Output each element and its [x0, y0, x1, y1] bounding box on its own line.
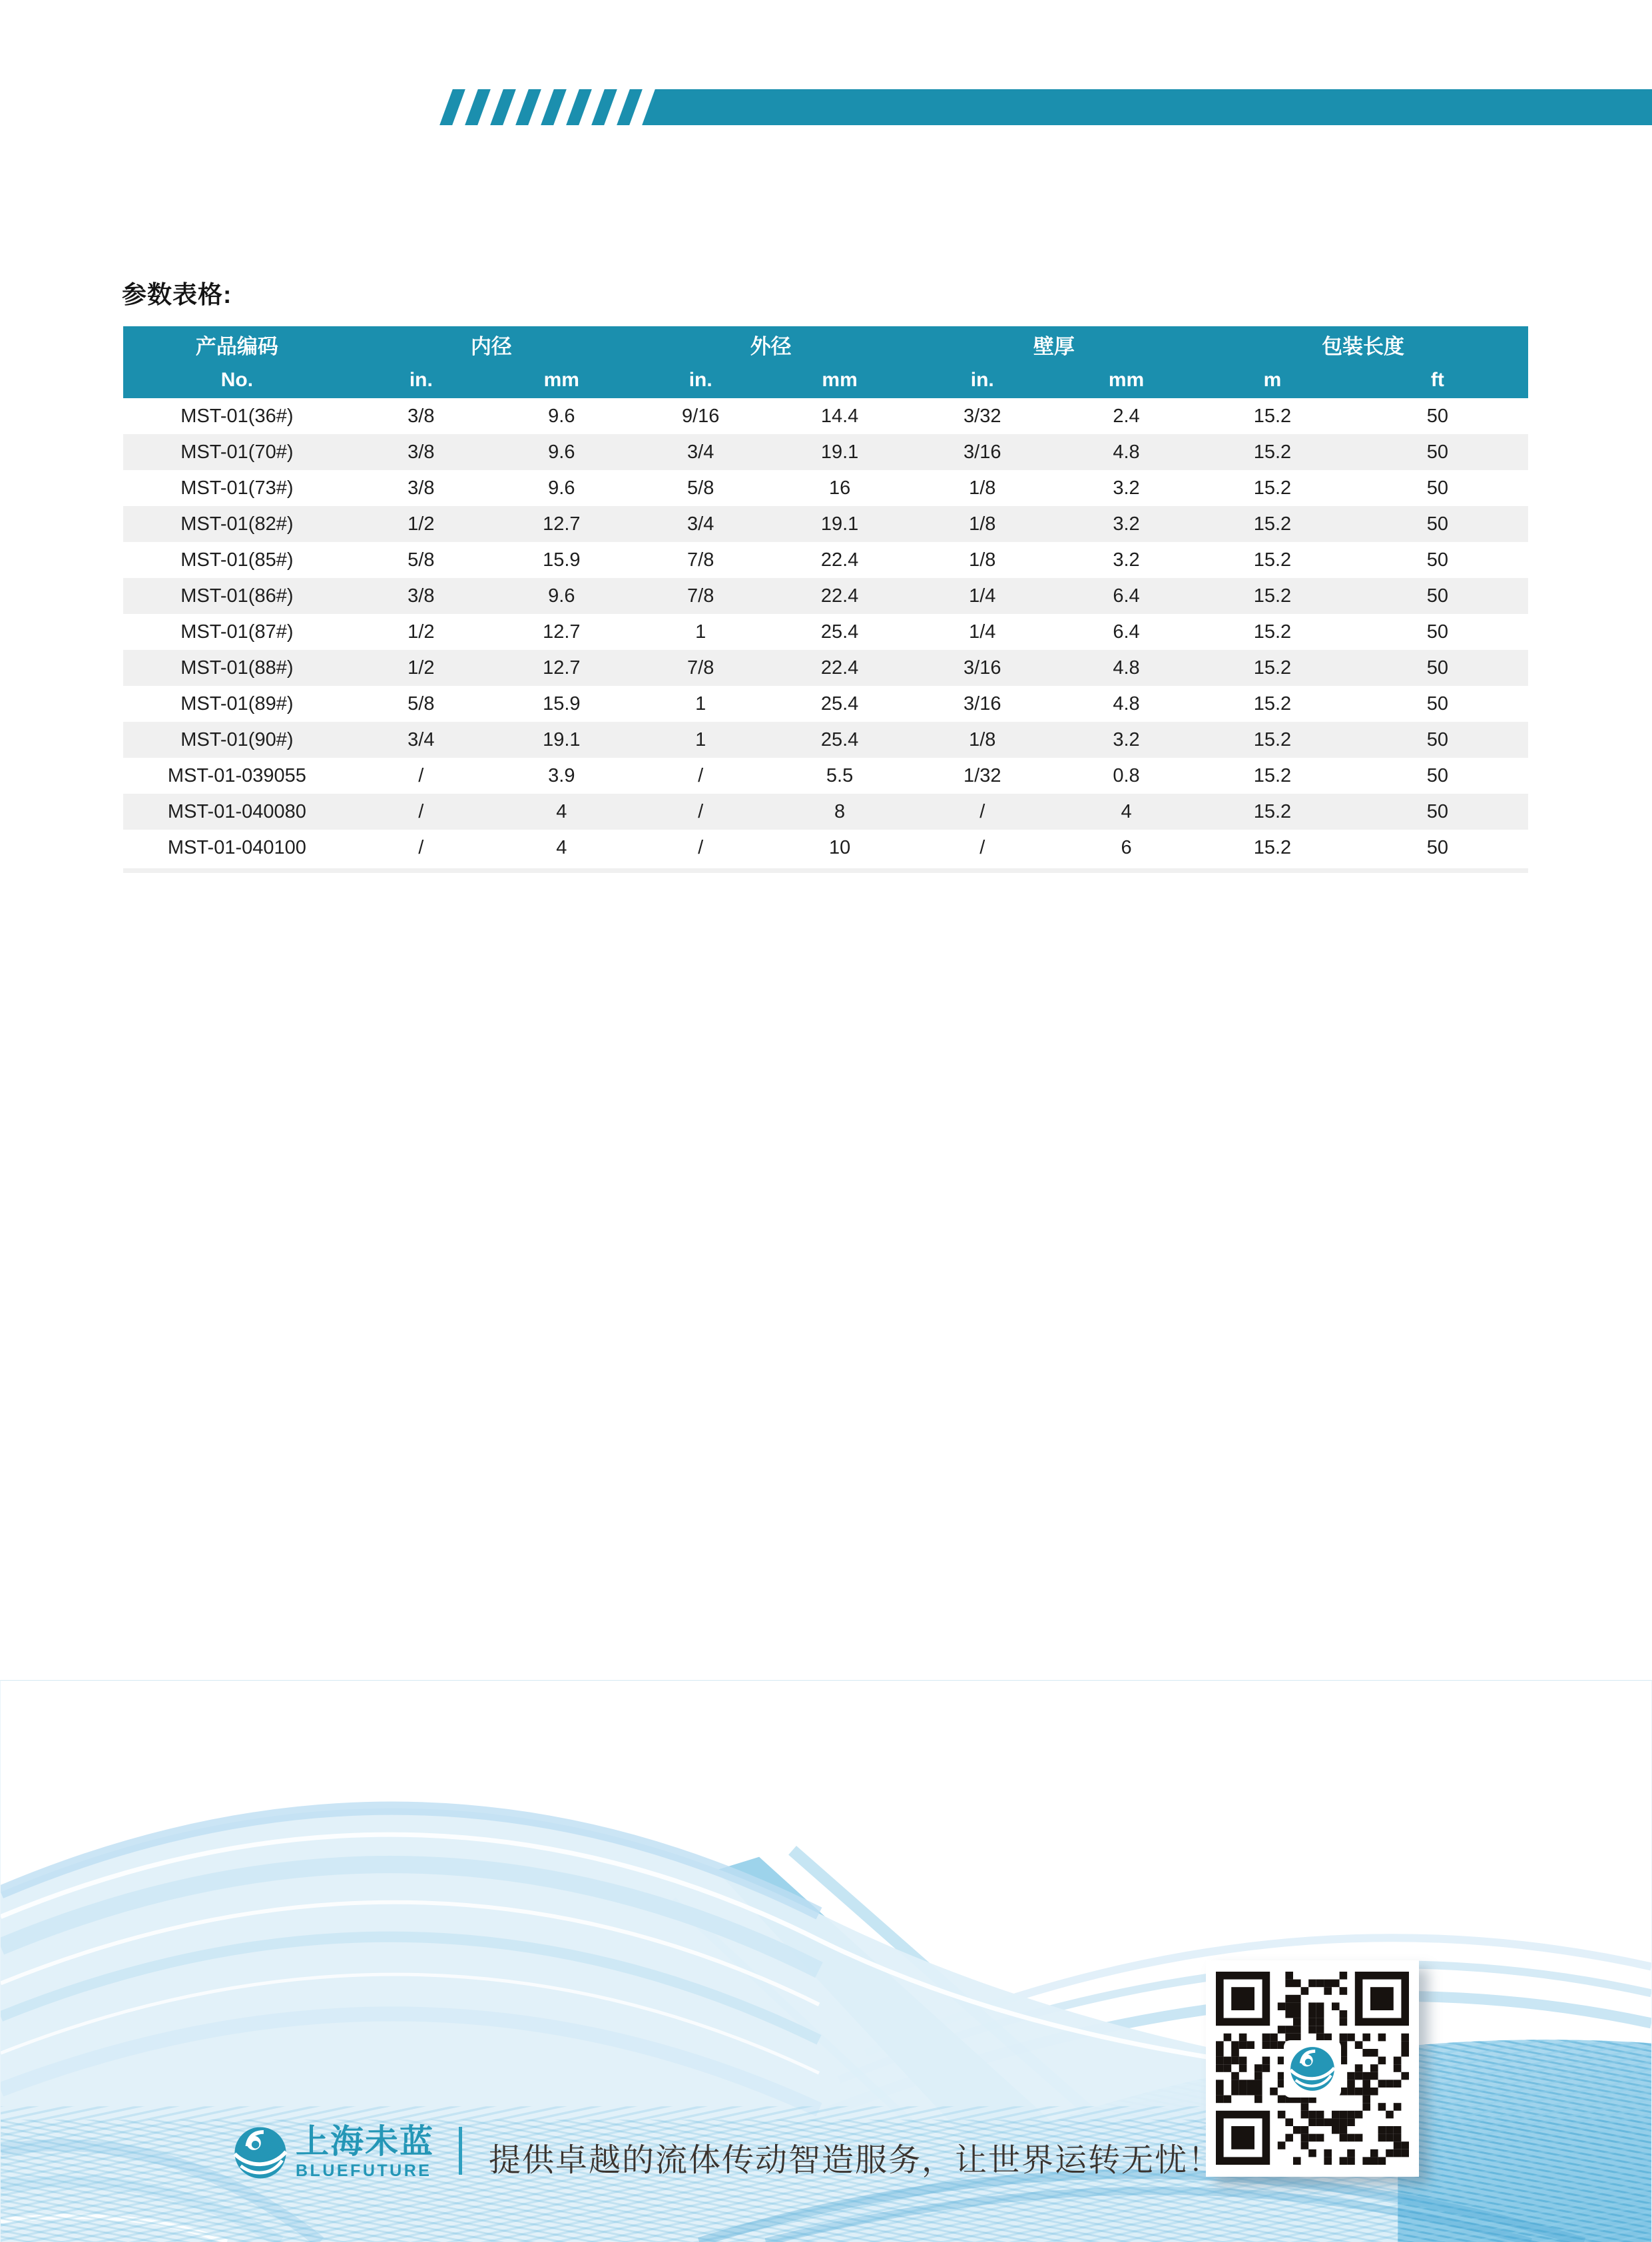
cell: 22.4: [770, 650, 910, 686]
table-row: [123, 794, 1528, 830]
cell: 3/4: [351, 722, 491, 758]
cell: 2.4: [1113, 405, 1140, 427]
qr-code: [1206, 1960, 1419, 2177]
cell: 15.9: [543, 549, 581, 571]
cell: 50: [1347, 794, 1528, 830]
spec-table-header: [123, 326, 1528, 398]
col-header-mm: mm: [491, 362, 632, 398]
cell: 3/8: [351, 434, 491, 470]
cell: 1: [632, 722, 770, 758]
col-header-m: m: [1198, 362, 1347, 398]
cell: 1/8: [910, 506, 1055, 542]
cell: 1/4: [969, 621, 996, 643]
logo-text: [296, 2124, 434, 2181]
cell: 9.6: [548, 477, 575, 499]
product-code: MST-01(88#): [123, 650, 351, 686]
banner-stripe: [439, 89, 465, 125]
cell: 15.2: [1198, 722, 1347, 758]
bluefuture-logo-icon: [233, 2125, 288, 2180]
cell: 9.6: [491, 434, 632, 470]
cell: 5/8: [408, 693, 435, 714]
top-banner: [446, 89, 1652, 125]
col-group-inner-diameter: 内径: [351, 326, 632, 362]
cell: 5/8: [687, 477, 714, 499]
cell: 14.4: [820, 405, 859, 427]
cell: 12.7: [491, 506, 632, 542]
banner-stripe: [490, 89, 516, 125]
product-code: MST-01(90#): [123, 722, 351, 758]
cell: 50: [1426, 549, 1449, 571]
banner-stripe: [541, 89, 567, 125]
product-code: MST-01(73#): [180, 477, 294, 499]
cell: 3/16: [910, 650, 1055, 686]
cell: 3.9: [548, 764, 575, 786]
table-row: [123, 398, 1528, 434]
table-row: [123, 722, 1528, 758]
cell: 3/8: [351, 578, 491, 614]
cell: 3.2: [1055, 722, 1198, 758]
spec-table: [123, 326, 1528, 873]
table-row: [123, 506, 1528, 542]
product-code: MST-01(85#): [180, 549, 294, 571]
cell: 50: [1426, 764, 1449, 786]
cell: 1/2: [351, 650, 491, 686]
cell: 25.4: [820, 693, 859, 714]
cell: 3/16: [964, 693, 1001, 714]
table-row: [123, 686, 1528, 722]
bluefuture-swirl-icon: [1289, 2046, 1336, 2092]
cell: 15.2: [1198, 578, 1347, 614]
spec-table-body: [123, 398, 1528, 866]
cell: 50: [1426, 405, 1449, 427]
product-code: MST-01(70#): [123, 434, 351, 470]
cell: 16: [828, 477, 851, 499]
cell: 15.2: [1198, 434, 1347, 470]
cell: 9.6: [548, 405, 575, 427]
cell: 1/2: [351, 506, 491, 542]
table-row: [123, 578, 1528, 614]
cell: 1/8: [969, 477, 996, 499]
cell: 9.6: [491, 578, 632, 614]
table-row: [123, 614, 1528, 650]
cell: 22.4: [820, 549, 859, 571]
cell: 50: [1426, 693, 1449, 714]
cell: 10: [828, 836, 851, 858]
cell: /: [351, 794, 491, 830]
col-header-mm: mm: [770, 362, 910, 398]
cell: /: [910, 794, 1055, 830]
banner-stripe: [617, 89, 643, 125]
cell: 1: [695, 621, 706, 643]
cell: 3/8: [408, 405, 435, 427]
col-header-in: in.: [910, 362, 1055, 398]
cell: /: [979, 836, 985, 858]
cell: 5/8: [408, 549, 435, 571]
cell: 4.8: [1055, 434, 1198, 470]
cell: 1/32: [964, 764, 1001, 786]
cell: 12.7: [543, 621, 581, 643]
cell: 3/4: [632, 434, 770, 470]
logo-name-cn: 上海未蓝: [296, 2123, 434, 2160]
table-row: [123, 434, 1528, 470]
cell: 15.2: [1253, 621, 1292, 643]
cell: 4.8: [1113, 693, 1140, 714]
cell: 7/8: [632, 650, 770, 686]
cell: 3/8: [408, 477, 435, 499]
cell: 15.2: [1253, 764, 1292, 786]
cell: 25.4: [770, 722, 910, 758]
cell: 15.2: [1253, 405, 1292, 427]
product-code: MST-01(86#): [123, 578, 351, 614]
table-row: [123, 830, 1528, 866]
cell: 19.1: [491, 722, 632, 758]
cell: /: [418, 764, 424, 786]
cell: 19.1: [770, 506, 910, 542]
col-group-wall-thickness: 壁厚: [910, 326, 1199, 362]
cell: 50: [1347, 722, 1528, 758]
table-row: [123, 470, 1528, 506]
cell: 8: [770, 794, 910, 830]
cell: 0.8: [1113, 764, 1140, 786]
cell: 4: [491, 794, 632, 830]
cell: 15.9: [543, 693, 581, 714]
cell: 3/16: [910, 434, 1055, 470]
cell: 1/4: [910, 578, 1055, 614]
cell: 15.2: [1253, 477, 1292, 499]
cell: 1/2: [408, 621, 435, 643]
banner-stripe: [591, 89, 617, 125]
qr-center-logo: [1284, 2040, 1341, 2098]
cell: 5.5: [826, 764, 854, 786]
cell: 6: [1121, 836, 1132, 858]
cell: 3.2: [1113, 549, 1140, 571]
cell: 1: [695, 693, 706, 714]
cell: 1/8: [910, 722, 1055, 758]
table-row: [123, 758, 1528, 794]
cell: 50: [1426, 836, 1449, 858]
cell: 3.2: [1055, 506, 1198, 542]
col-header-ft: ft: [1347, 362, 1528, 398]
footer-tagline: 提供卓越的流体传动智造服务，让世界运转无忧！: [489, 2143, 1222, 2178]
banner-stripe: [515, 89, 541, 125]
table-row: [123, 650, 1528, 686]
banner-stripe: [566, 89, 592, 125]
page-title: 参数表格:: [122, 281, 232, 308]
cell: 19.1: [770, 434, 910, 470]
cell: 3.2: [1113, 477, 1140, 499]
cell: 4: [1055, 794, 1198, 830]
cell: 3/4: [632, 506, 770, 542]
cell: 15.2: [1198, 506, 1347, 542]
product-code: MST-01-039055: [167, 764, 306, 786]
cell: 4: [556, 836, 567, 858]
product-code: MST-01(87#): [180, 621, 294, 643]
cell: 6.4: [1113, 621, 1140, 643]
cell: 22.4: [770, 578, 910, 614]
cell: /: [698, 836, 704, 858]
cell: 25.4: [820, 621, 859, 643]
col-header-no: No.: [123, 362, 351, 398]
cell: 15.2: [1253, 549, 1292, 571]
logo-divider: [459, 2127, 462, 2175]
cell: 50: [1347, 650, 1528, 686]
product-code: MST-01-040080: [123, 794, 351, 830]
cell: 1/8: [969, 549, 996, 571]
banner-bar: [642, 89, 1652, 125]
cell: 50: [1347, 506, 1528, 542]
product-code: MST-01(36#): [180, 405, 294, 427]
col-header-in: in.: [351, 362, 491, 398]
col-group-product: 产品编码: [123, 326, 351, 362]
cell: 6.4: [1055, 578, 1198, 614]
col-header-mm: mm: [1055, 362, 1198, 398]
banner-stripe: [465, 89, 491, 125]
table-bottom-strip: [123, 868, 1528, 873]
cell: 15.2: [1198, 794, 1347, 830]
cell: /: [698, 764, 704, 786]
col-group-package-length: 包装长度: [1198, 326, 1528, 362]
cell: 50: [1426, 621, 1449, 643]
footer: [0, 1680, 1652, 2242]
product-code: MST-01(82#): [123, 506, 351, 542]
cell: 50: [1347, 578, 1528, 614]
table-row: [123, 542, 1528, 578]
cell: 15.2: [1253, 836, 1292, 858]
cell: 12.7: [491, 650, 632, 686]
cell: 9/16: [681, 405, 720, 427]
product-code: MST-01-040100: [167, 836, 306, 858]
cell: 15.2: [1253, 693, 1292, 714]
cell: 15.2: [1198, 650, 1347, 686]
col-group-outer-diameter: 外径: [632, 326, 910, 362]
cell: 7/8: [632, 578, 770, 614]
col-header-in: in.: [632, 362, 770, 398]
cell: 50: [1347, 434, 1528, 470]
product-code: MST-01(89#): [180, 693, 294, 714]
cell: 4.8: [1055, 650, 1198, 686]
cell: /: [418, 836, 424, 858]
cell: 7/8: [687, 549, 714, 571]
cell: /: [632, 794, 770, 830]
cell: 50: [1426, 477, 1449, 499]
cell: 3/32: [964, 405, 1001, 427]
logo-name-en: BLUEFUTURE: [296, 2161, 432, 2180]
